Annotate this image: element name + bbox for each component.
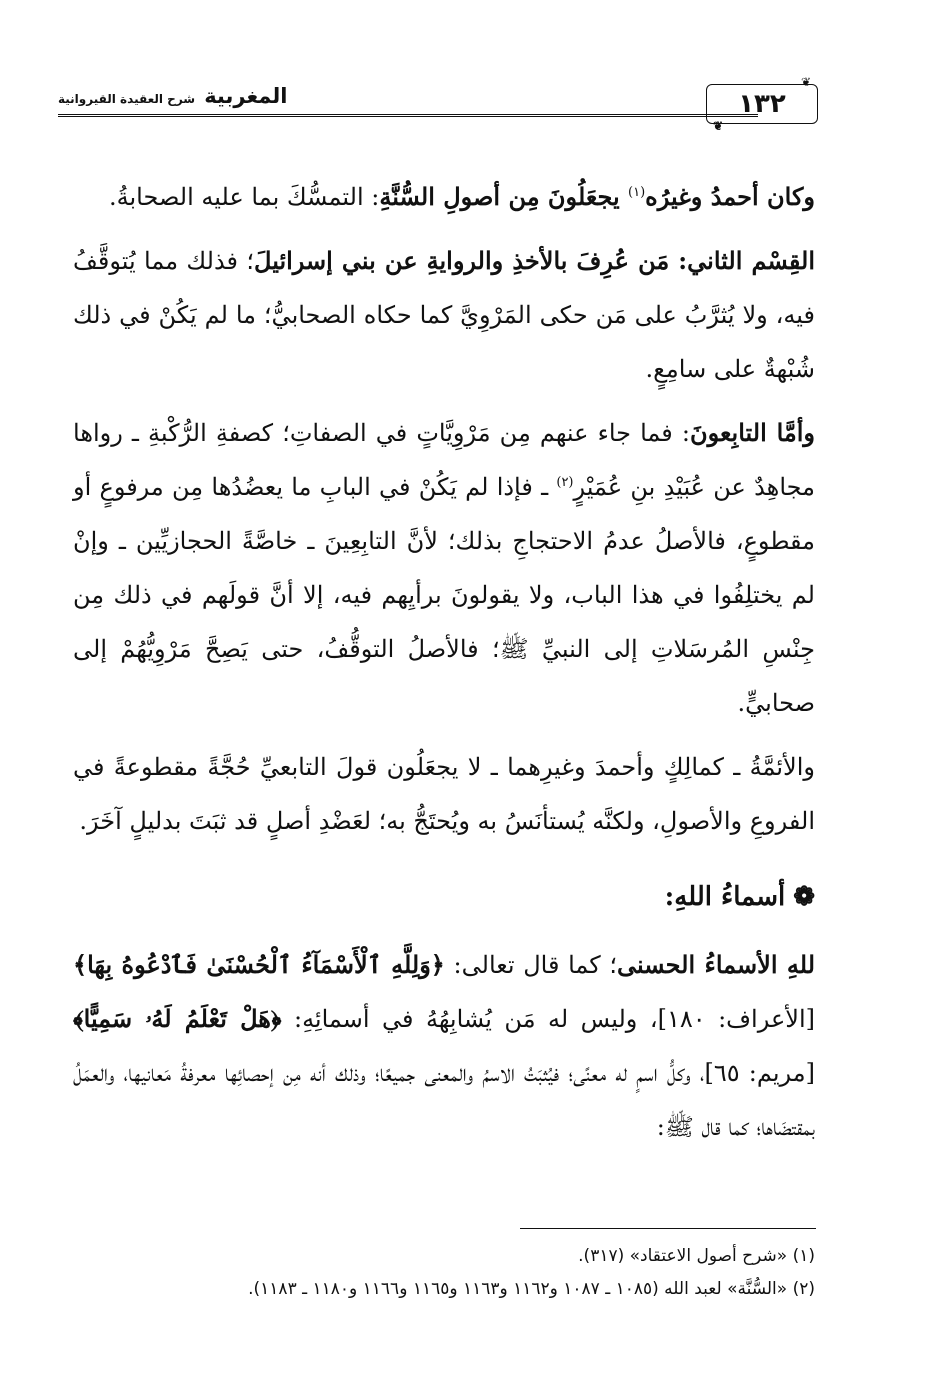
ornament-icon: ❁	[793, 882, 815, 912]
paragraph	[73, 170, 815, 224]
body-paragraphs	[73, 170, 815, 848]
footnote-separator	[520, 1228, 816, 1229]
text-segment: يجعَلُونَ مِن أصولِ السُّنَّةِ	[379, 182, 629, 211]
page-number: ١٣٢	[738, 89, 786, 119]
frame-ornament-icon: ❦	[713, 119, 724, 133]
text-segment: للهِ الأسماءُ الحسنى	[617, 950, 816, 979]
text-segment: : التمسُّكَ بما عليه الصحابةُ.	[109, 183, 380, 211]
footnote-ref: (٢)	[556, 475, 574, 490]
footnote-ref: (١)	[628, 185, 646, 200]
text-segment: ﴿وَلِلَّهِ ٱلْأَسْمَآءُ ٱلْحُسْنَىٰ فَٱدْعُوهُ بِهَا﴾	[73, 950, 445, 979]
footnote-2: (٢) «السُّنَّة» لعبد الله (١٠٨٥ ـ ١٠٨٧ و١١٦٢ و١١٦٣ و١١٦٥ و١١٦٦ و١١٨٠ ـ ١١٨٣).	[248, 1279, 815, 1299]
book-subtitle: شرح العقيدة القيروانية	[58, 92, 196, 106]
page-number-frame	[706, 75, 818, 133]
footnotes	[73, 1240, 815, 1306]
section-paragraphs	[73, 938, 815, 1154]
page-body	[73, 170, 815, 1164]
text-segment: [الأعراف: ١٨٠]، وليس له مَن يُشابِهُهُ في أسمائِهِ:	[281, 1005, 815, 1033]
book-title: المغربية	[204, 84, 288, 108]
paragraph	[73, 938, 815, 1154]
section-heading-text: أسماءُ اللهِ:	[664, 882, 786, 912]
paragraph	[73, 406, 815, 730]
text-segment: [مريم: ٦٥]، وكلُّ اسمٍ له معنًى؛ فيُثبَتُ الاسمُ والمعنى جميعًا؛ وذلك أنه مِن إحصائِها معرفةُ مَعانيها، والعمَلُ بمقتضَاها؛ كما قال ﷺ:	[73, 1059, 815, 1141]
frame-ornament-icon: ❦	[800, 75, 811, 89]
text-segment: القِسْم الثاني: مَن عُرِفَ بالأخذِ والروايةِ عن بني إسرائيلَ	[254, 246, 815, 275]
text-segment: وأمَّا التابِعونَ	[689, 418, 815, 447]
text-segment: ؛ فذلك مما يُتوقَّفُ فيه، ولا يُثرَّبُ على مَن حكى المَرْوِيَّ كما حكاه الصحابيُّ؛ ما لم يَكُنْ في ذلك شُبْهةٌ على سامِعٍ.	[73, 247, 815, 383]
text-segment: ﴿هَلْ تَعْلَمُ لَهُۥ سَمِيًّا﴾	[73, 1004, 282, 1033]
page-header	[58, 75, 818, 140]
paragraph	[73, 740, 815, 848]
text-segment: ؛ كما قال تعالى:	[444, 951, 618, 979]
running-title	[58, 84, 287, 108]
paragraph	[73, 234, 815, 396]
footnote-1: (١) «شرح أصول الاعتقاد» (٣١٧).	[578, 1246, 815, 1266]
header-double-rule	[58, 114, 758, 117]
text-segment: وكان أحمدُ وغيرُه	[645, 182, 815, 211]
text-segment: والأئمَّةُ ـ كمالِكٍ وأحمدَ وغيرِهما ـ لا يجعَلُون قولَ التابعيِّ حُجَّةً مقطوعةً في الفروعِ والأصولِ، ولكنَّه يُستأنَسُ به ويُحتَجُّ به؛ لعَضْدِ أصلٍ قد ثبَتَ بدليلٍ آخَرَ.	[73, 753, 815, 835]
text-segment: : فما جاء عنهم مِن مَرْوِيَّاتٍ في الصفاتِ؛ كصفةِ الرُّكْبةِ ـ رواها مجاهِدٌ عن عُبَيْدِ بنِ عُمَيْرٍ	[73, 419, 815, 501]
text-segment: ـ فإذا لم يَكُنْ في البابِ ما يعضُدُها مِن مرفوعٍ أو مقطوعٍ، فالأصلُ عدمُ الاحتجاجِ بذلك؛ لأنَّ التابِعِينَ ـ خاصَّةً الحجازيِّين ـ وإنْ لم يختلِفُوا في هذا الباب، ولا يقولونَ برأيِهم فيه، إلا أنَّ قولَهم في ذلك مِن جِنْسِ المُرسَلاتِ إلى النبيِّ ﷺ؛ فالأصلُ التوقُّفُ، حتى يَصِحَّ مَرْوِيُّهُمْ إلى صحابيٍّ.	[73, 473, 815, 717]
section-heading	[73, 870, 815, 924]
